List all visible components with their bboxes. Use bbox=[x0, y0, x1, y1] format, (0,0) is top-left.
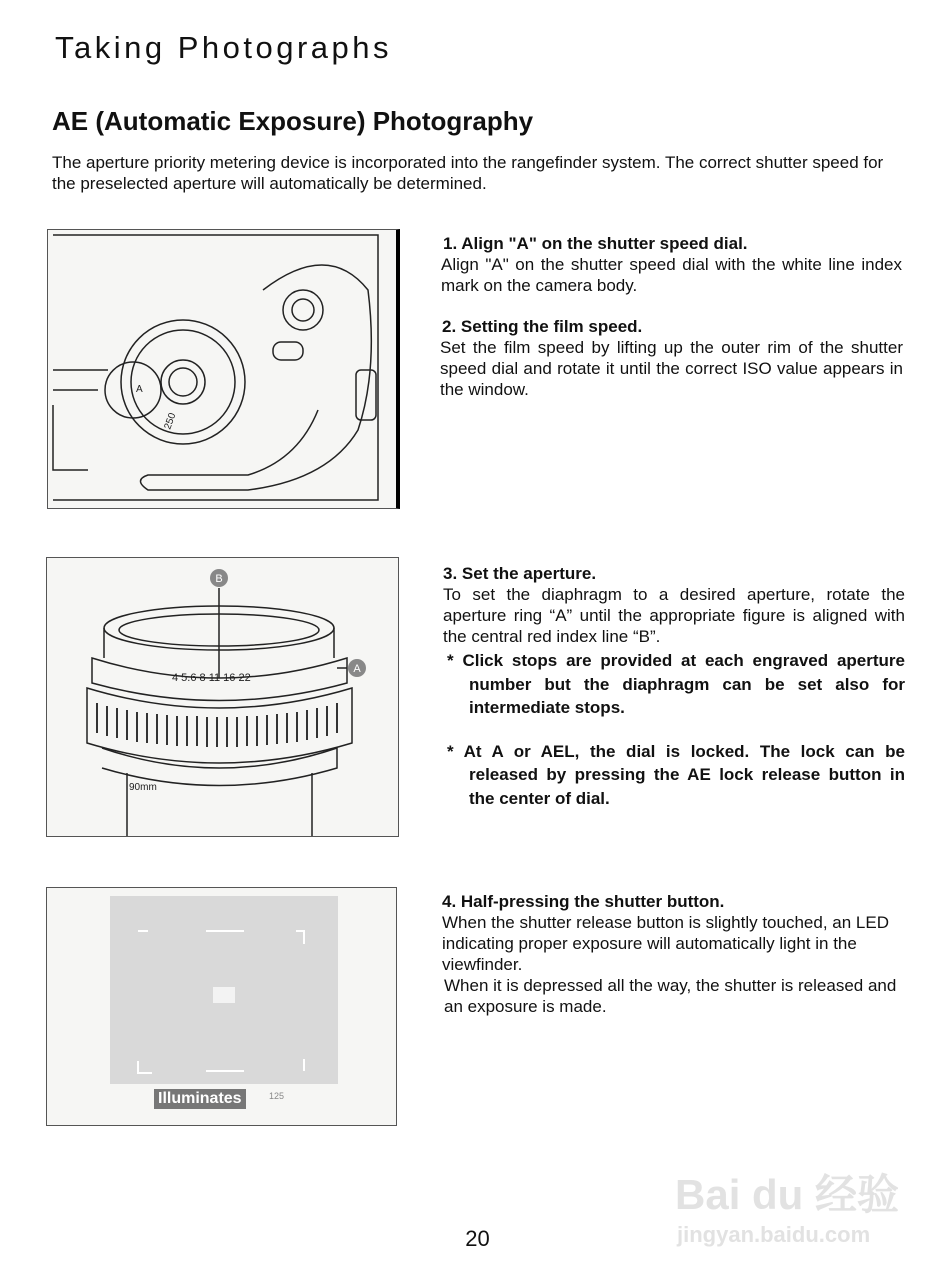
step-3-note-2: * At A or AEL, the dial is locked. The lock can be released by pressing the AE lock release button in the center of dial. bbox=[447, 741, 905, 808]
step-2 bbox=[440, 316, 903, 400]
svg-text:A: A bbox=[136, 384, 143, 395]
step-4-body-2: When it is depressed all the way, the shutter is released and an exposure is made. bbox=[444, 976, 897, 1016]
step-3 bbox=[443, 563, 905, 810]
step-1 bbox=[441, 233, 902, 296]
watermark-url: jingyan.baidu.com bbox=[677, 1222, 871, 1247]
viewfinder-frame bbox=[110, 896, 338, 1084]
page-number: 20 bbox=[465, 1226, 490, 1251]
step-1-body: Align "A" on the shutter speed dial with the white line index mark on the camera body. bbox=[441, 255, 902, 295]
viewfinder-marks bbox=[110, 896, 338, 1084]
lens-drawing bbox=[47, 558, 398, 836]
viewfinder-illustration bbox=[46, 887, 397, 1126]
shutter-readout: 125 bbox=[269, 1091, 285, 1101]
watermark-logo: Bai du 经验 bbox=[675, 1171, 900, 1218]
step-3-body: To set the diaphragm to a desired aperture, rotate the aperture ring “A” until the appropriate figure is aligned with the central red index line “B”. bbox=[443, 585, 905, 646]
shutter-dial-drawing bbox=[48, 230, 396, 508]
illuminates-badge: Illuminates bbox=[154, 1089, 246, 1109]
svg-text:250: 250 bbox=[162, 411, 179, 432]
label-b: B bbox=[215, 573, 223, 585]
step-4-body: When the shutter release button is slightly touched, an LED indicating proper exposure will automatically light in the viewfinder. bbox=[442, 913, 889, 974]
aperture-scale: 4 5.6 8 11 16 22 bbox=[172, 672, 251, 684]
camera-top-illustration bbox=[47, 229, 400, 509]
lens-illustration bbox=[46, 557, 399, 837]
page-title: Taking Photographs bbox=[55, 30, 393, 65]
label-a: A bbox=[353, 663, 361, 675]
focal-length: 90mm bbox=[129, 782, 157, 793]
baidu-watermark bbox=[675, 1140, 905, 1265]
intro-paragraph: The aperture priority metering device is incorporated into the rangefinder system. The correct shutter speed for the preselected aperture will automatically be determined. bbox=[52, 153, 884, 193]
step-3-title: 3. Set the aperture. bbox=[443, 564, 597, 583]
section-heading: AE (Automatic Exposure) Photography bbox=[52, 106, 534, 136]
step-2-title: 2. Setting the film speed. bbox=[442, 317, 643, 336]
step-1-title: 1. Align "A" on the shutter speed dial. bbox=[443, 234, 748, 253]
step-2-body: Set the film speed by lifting up the outer rim of the shutter speed dial and rotate it until the correct ISO value appears in the window. bbox=[440, 338, 903, 399]
step-4-title: 4. Half-pressing the shutter button. bbox=[442, 892, 725, 911]
step-3-note-1: * Click stops are provided at each engraved aperture number but the diaphragm can be set also for intermediate stops. bbox=[447, 651, 905, 717]
step-4 bbox=[442, 891, 907, 1017]
